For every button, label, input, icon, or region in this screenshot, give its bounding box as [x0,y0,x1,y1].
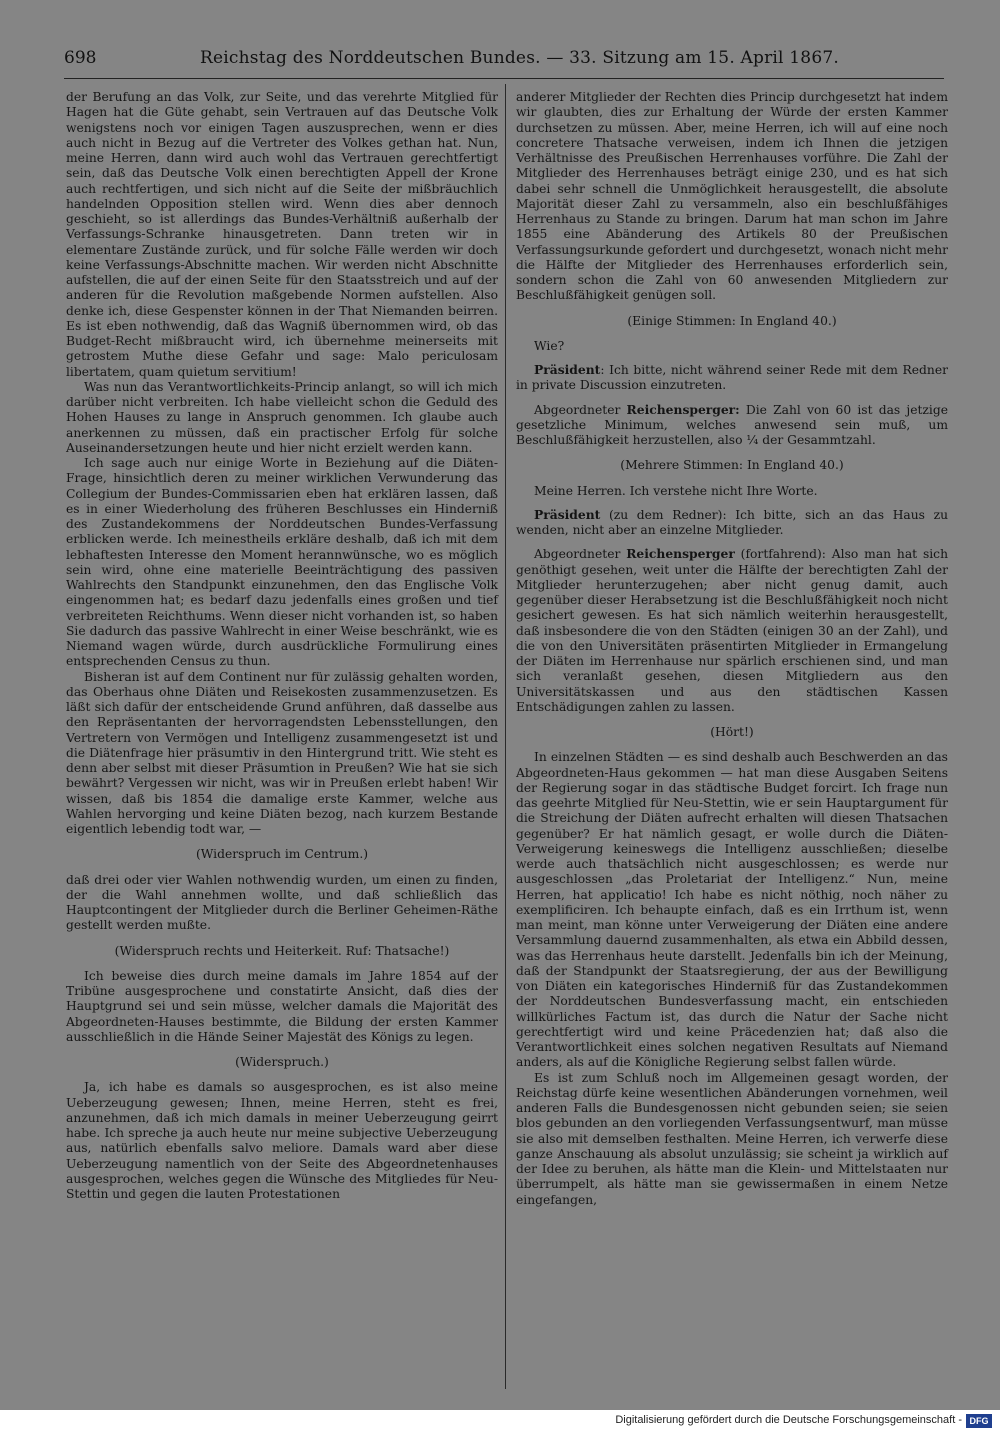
speaker-text: (zu dem Redner): Ich bitte, sich an das Haus zu wenden, nicht aber an einzelne Mitglieder. [516,507,948,537]
interjection: (Hört!) [710,725,754,739]
page-number: 698 [64,48,97,68]
body-paragraph: anderer Mitglieder der Rechten dies Princip durchgesetzt hat indem wir glaubten, dies zur Erhaltung der Würde der ersten Kammer durchsetzen zu müssen. Aber, meine Herren, ich will auf eine noch concretere Thatsache verweisen, indem ich Ihnen die jetzigen Verhältnisse des Preußischen Herrenhauses vorführe. Die Zahl der Mitglieder des Herrenhauses beträgt einige 230, und es hat sich dabei sehr schnell die Unmöglichkeit herausgestellt, die absolute Majorität dieser Zahl zu versammeln, also ein beschlußfähiges Herrenhaus zu Stande zu bringen. Darum hat man schon im Jahre 1855 eine Abänderung des Artikels 80 der Preußischen Verfassungsurkunde gefordert und durchgesetzt, wonach nicht mehr die Hälfte der Mitglieder des Herrenhauses erforderlich sein, sondern schon die Zahl von 60 anwesenden Mitgliedern zur Beschlußfähigkeit genügen soll. [516,90,948,303]
left-column [66,90,498,1202]
body-paragraph: Wie? [534,338,565,353]
speaker-name: Präsident [534,362,601,377]
speaker-name: Reichensperger: [626,401,740,417]
speaker-text: Die Zahl von 60 ist das jetzige gesetzliche Minimum, welches anwesend sein muß, um Beschlußfähigkeit herzustellen, also ¼ der Gesammtzahl. [516,402,948,447]
body-paragraph: Meine Herren. Ich verstehe nicht Ihre Worte. [534,483,818,498]
interjection: (Mehrere Stimmen: In England 40.) [620,458,844,473]
speaker-paragraph [516,362,948,394]
speaker-paragraph [516,507,948,539]
body-paragraph: Ja, ich habe es damals so ausgesprochen, es ist also meine Ueberzeugung gewesen; Ihnen, meine Herren, steht es frei, anzunehmen, daß ich mich damals in meiner Ueberzeugung geirrt habe. Ich spreche ja auch heute nur meine subjective Ueberzeugung aus, natürlich ebenfalls salvo meliore. Damals ward aber diese Ueberzeugung namentlich von der Seite des Abgeordnetenhauses ausgesprochen, welches gegen die Wünsche des Mitgliedes für Neu-Stettin und gegen die lauten Protestationen [66,1080,498,1201]
column-separator [505,84,506,1389]
speaker-prefix: Abgeordneter [534,547,627,562]
header-rule [64,78,944,79]
body-paragraph: In einzelnen Städten — es sind deshalb auch Beschwerden an das Abgeordneten-Haus gekommen — hat man diese Ausgaben Seitens der Regierung sogar in das städtische Budget forcirt. Ich frage nun das geehrte Mitglied für Neu-Stettin, wie er sein Hauptargument für die Streichung der Diäten aufrecht erhalten will diesen Thatsachen gegenüber? Er hat nämlich gesagt, er wolle durch die Diäten-Verweigerung keineswegs die Intelligenz ausschließen; dieselbe werde auch thatsächlich nicht ausgeschlossen; es werde nur ausgeschlossen „das Proletariat der Intelligenz.“ Nun, meine Herren, hat applicatio! Ich habe es nicht nöthig, noch näher zu exemplificiren. Ich behaupte einfach, daß es ein Irrthum ist, wenn man meint, man könne unter Verweigerung der Diäten eine andere Versammlung dauernd zusammenhalten, als etwa ein Abbild dessen, was das Herrenhaus heute darstellt. Jedenfalls bin ich der Meinung, daß der Standpunkt der Staatsregierung, der aus der Bewilligung von Diäten ein kategorisches Hinderniß für das Zustandekommen der Norddeutschen Bundesverfassung macht, ein entschieden willkürliches Factum ist, das durch die Natur der Sache nicht gerechtfertigt wird und keine Präcedenzien hat; daß also die Verantwortlichkeit eines solchen negativen Resultats auf Niemand anders, als auf die Königliche Regierung selbst fallen würde. [516,750,948,1070]
body-paragraph: Was nun das Verantwortlichkeits-Princip anlangt, so will ich mich darüber nicht verbreiten. Ich habe vielleicht schon die Geduld des Hohen Hauses zu lange in Anspruch genommen. Ich glaube auch anerkennen zu müssen, daß ein practischer Erfolg für solche Auseinandersetzungen heute und hier nicht erzielt werden kann. [66,379,498,455]
interjection: (Widerspruch.) [235,1055,329,1069]
running-title: Reichstag des Norddeutschen Bundes. — 33. Sitzung am 15. April 1867. [200,48,839,68]
page-header [64,48,944,74]
speaker-text: (fortfahrend): Also man hat sich genöthigt gesehen, weit unter die Hälfte der berechtigten Zahl der Mitglieder herunterzugehen; aber nicht genug damit, auch gegenüber dieser Herabsetzung ist die Beschlußfähigkeit noch nicht gesichert gewesen. Es hat sich nämlich weiterhin herausgestellt, daß insbesondere die von den Städten (einigen 30 an der Zahl), und die von den Universitäten präsentirten Mitglieder in Ermangelung der Diäten im Herrenhause nur spärlich erschienen sind, und man sich veranlaßt gesehen, diesen Mitgliedern aus den Universitätskassen und aus den städtischen Kassen Entschädigungen zahlen zu lassen. [516,547,948,714]
interjection: (Einige Stimmen: In England 40.) [627,313,837,328]
interjection: (Widerspruch im Centrum.) [195,847,369,862]
body-paragraph: der Berufung an das Volk, zur Seite, und das verehrte Mitglied für Hagen hat die Güte gehabt, sein Vertrauen auf das Deutsche Volk wenigstens noch vor einigen Tagen auszusprechen, wenn er dies auch nicht in Bezug auf die Vertreter des Volkes gethan hat. Nun, meine Herren, dann wird auch wohl das Vertrauen gerechtfertigt sein, daß das Deutsche Volk einen berechtigten Appell der Krone auch rechtfertigen, und sich nicht auf die Seite der mißbräuchlich handelnden Opposition stellen wird. Wenn dies aber dennoch geschieht, so ist allerdings das Bundes-Verhältniß außerhalb der Verfassungs-Schranke hinausgetreten. Dann treten wir in elementare Zustände zurück, und für solche Fälle werden wir doch keine Verfassungs-Abschnitte machen. Wir werden nicht Abschnitte aufstellen, die auf der einen Seite für den Staatsstreich und auf der anderen für die Revolution maßgebende Normen aufstellen. Also denke ich, diese Gespenster können in der That Niemanden beirren. Es ist eben nothwendig, daß das Wagniß übernommen wird, ob das Budget-Recht mißbraucht wird, ich übernehme meinerseits mit getrostem Muthe diese Gefahr und sage: Malo periculosam libertatem, quam quietum servitium! [66,90,498,379]
funding-note: Digitalisierung gefördert durch die Deutsche Forschungsgemeinschaft - [615,1414,962,1426]
right-column [516,90,948,1208]
body-paragraph: Ich beweise dies durch meine damals im Jahre 1854 auf der Tribüne ausgesprochene und constatirte Ansicht, daß dies der Hauptgrund sei und sein müsse, welcher damals die Majorität des Abgeordneten-Hauses bestimmte, die Bildung der ersten Kammer ausschließlich in die Hände Seiner Majestät des Königs zu legen. [66,968,498,1044]
dfg-logo: DFG [966,1414,992,1428]
body-paragraph: Es ist zum Schluß noch im Allgemeinen gesagt worden, der Reichstag dürfe keine wesentlichen Abänderungen vornehmen, weil anderen Falls die Bundesgenossen nicht gebunden seien; sie seien blos gebunden an den vorliegenden Verfassungsentwurf, man müsse sie also mit demselben festhalten. Meine Herren, ich verwerfe diese ganze Anschauung als absolut unzulässig; sie scheint ja wirklich auf der Idee zu beruhen, als hätte man die Klein- und Mittelstaaten nur überrumpelt, als hätte man sie gewissermaßen in einem Netze eingefangen, [516,1070,948,1207]
speaker-prefix: Abgeordneter [534,402,627,417]
body-paragraph: Bisheran ist auf dem Continent nur für zulässig gehalten worden, das Oberhaus ohne Diäten und Reisekosten zusammenzusetzen. Es läßt sich dafür der entscheidende Grund anführen, daß dasselbe aus den Repräsentanten der hervorragendsten Lebensstellungen, den Vertretern von Vermögen und Intelligenz zusammengesetzt ist und die Diätenfrage hier präsumtiv in den Hintergrund tritt. Wie steht es denn aber selbst mit dieser Präsumtion in Preußen? Wie hat sie sich bewährt? Vergessen wir nicht, was wir in Preußen erlebt haben! Wir wissen, daß bis 1854 die damalige erste Kammer, welche aus Wahlen hervorging und keine Diäten bezog, nach kurzem Bestande eigentlich lebendig todt war, — [66,669,498,836]
footer-bar [0,1410,1000,1432]
speaker-paragraph [516,402,948,449]
speaker-name: Präsident [534,506,601,522]
body-paragraph: daß drei oder vier Wahlen nothwendig wurden, um einen zu finden, der die Wahl annehmen wollte, und daß schließlich das Hauptcontingent der Mitglieder durch die Berliner Geheimen-Räthe gestellt werden mußte. [66,872,498,933]
body-paragraph: Ich sage auch nur einige Worte in Beziehung auf die Diäten-Frage, hinsichtlich deren zu meiner wirklichen Verwunderung das Collegium der Bundes-Commissarien eben hat erklären lassen, daß es in einer Wiederholung des früheren Beschlusses ein Hinderniß des Zustandekommens der Norddeutschen Bundes-Verfassung erblicken werde. Ich meinestheils erkläre deshalb, daß ich mit dem lebhaftesten Interesse den Moment herannwünsche, wo es möglich sein wird, ohne eine materielle Beeinträchtigung des passiven Wahlrechts den Standpunkt einzunehmen, den das Englische Volk eingenommen hat; es bedarf dazu jedenfalls eines großen und tief verbreiteten Reichthums. Wenn dieser nicht vorhanden ist, so haben Sie dadurch das passive Wahlrecht in einer Weise beschränkt, wie es Niemand wagen würde, durch ausdrückliche Formulirung eines entsprechenden Census zu thun. [66,456,498,669]
speaker-text: : Ich bitte, nicht während seiner Rede mit dem Redner in private Discussion einzutreten. [516,363,948,393]
speaker-paragraph [516,546,948,715]
speaker-name: Reichensperger [626,546,735,562]
interjection: (Widerspruch rechts und Heiterkeit. Ruf: Thatsache!) [114,943,450,958]
